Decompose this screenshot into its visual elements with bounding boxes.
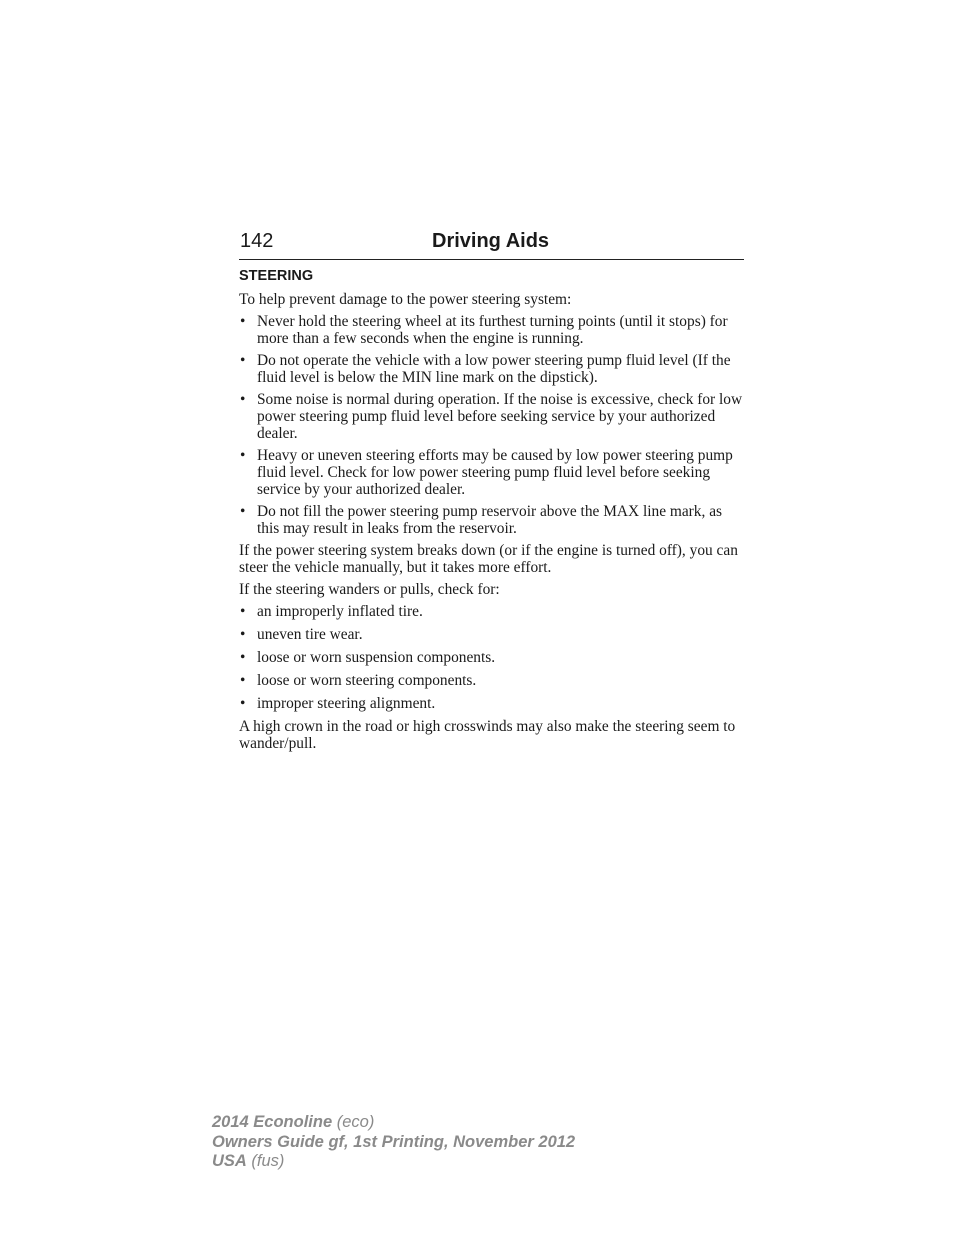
bullet-icon: • xyxy=(240,672,246,689)
section-title: STEERING xyxy=(239,268,314,284)
wander-paragraph: If the steering wanders or pulls, check for: xyxy=(239,581,500,598)
list-item-text: Never hold the steering wheel at its furthest turning points (until it stops) for more than a few seconds when the engine is running. xyxy=(257,313,728,347)
page-header xyxy=(239,229,744,260)
page-footer xyxy=(212,1113,575,1172)
list-item xyxy=(239,391,745,442)
bullet-icon: • xyxy=(240,503,246,520)
list-item xyxy=(239,649,745,666)
bullet-icon: • xyxy=(240,695,246,712)
bullet-icon: • xyxy=(240,626,246,643)
footer-line-region xyxy=(212,1152,575,1172)
list-item-text: uneven tire wear. xyxy=(257,626,363,643)
list-item-text: Heavy or uneven steering efforts may be caused by low power steering pump fluid level. Check for low power steering pump fluid level before seeking service by your authorized dealer. xyxy=(257,447,733,498)
list-item-text: an improperly inflated tire. xyxy=(257,603,423,620)
bullet-icon: • xyxy=(240,391,246,408)
footer-model-code: (eco) xyxy=(332,1113,375,1131)
page-number: 142 xyxy=(240,230,274,252)
list-item xyxy=(239,313,745,347)
footer-region-code: (fus) xyxy=(246,1152,285,1170)
bullet-icon: • xyxy=(240,447,246,464)
list-item-text: Some noise is normal during operation. If the noise is excessive, check for low power steering pump fluid level before seeking service by your authorized dealer. xyxy=(257,391,743,442)
breakdown-paragraph: If the power steering system breaks down (or if the engine is turned off), you can steer the vehicle manually, but it takes more effort. xyxy=(239,542,738,576)
list-item xyxy=(239,695,745,712)
footer-printing: Owners Guide gf, 1st Printing, November 2012 xyxy=(212,1132,576,1151)
bullet-icon: • xyxy=(240,352,246,369)
chapter-title: Driving Aids xyxy=(432,230,550,252)
list-item-text: improper steering alignment. xyxy=(257,695,436,712)
intro-paragraph: To help prevent damage to the power steering system: xyxy=(239,291,572,308)
list-item-text: loose or worn suspension components. xyxy=(257,649,496,666)
crown-paragraph: A high crown in the road or high crosswinds may also make the steering seem to wander/pull. xyxy=(239,718,736,752)
list-item xyxy=(239,626,745,643)
footer-model: 2014 Econoline xyxy=(212,1113,333,1131)
precaution-list xyxy=(239,313,745,537)
list-item-text: loose or worn steering components. xyxy=(257,672,477,689)
footer-line-model xyxy=(212,1113,575,1133)
list-item xyxy=(239,352,745,386)
bullet-icon: • xyxy=(240,649,246,666)
bullet-icon: • xyxy=(240,313,246,330)
page-content xyxy=(239,266,745,757)
footer-line-printing xyxy=(212,1133,575,1153)
list-item xyxy=(239,603,745,620)
list-item-text: Do not operate the vehicle with a low power steering pump fluid level (If the fluid level is below the MIN line mark on the dipstick). xyxy=(257,352,731,386)
list-item xyxy=(239,503,745,537)
list-item-text: Do not fill the power steering pump reservoir above the MAX line mark, as this may result in leaks from the reservoir. xyxy=(257,503,723,537)
list-item xyxy=(239,447,745,498)
bullet-icon: • xyxy=(240,603,246,620)
check-list xyxy=(239,603,745,712)
footer-region: USA xyxy=(212,1152,247,1170)
list-item xyxy=(239,672,745,689)
